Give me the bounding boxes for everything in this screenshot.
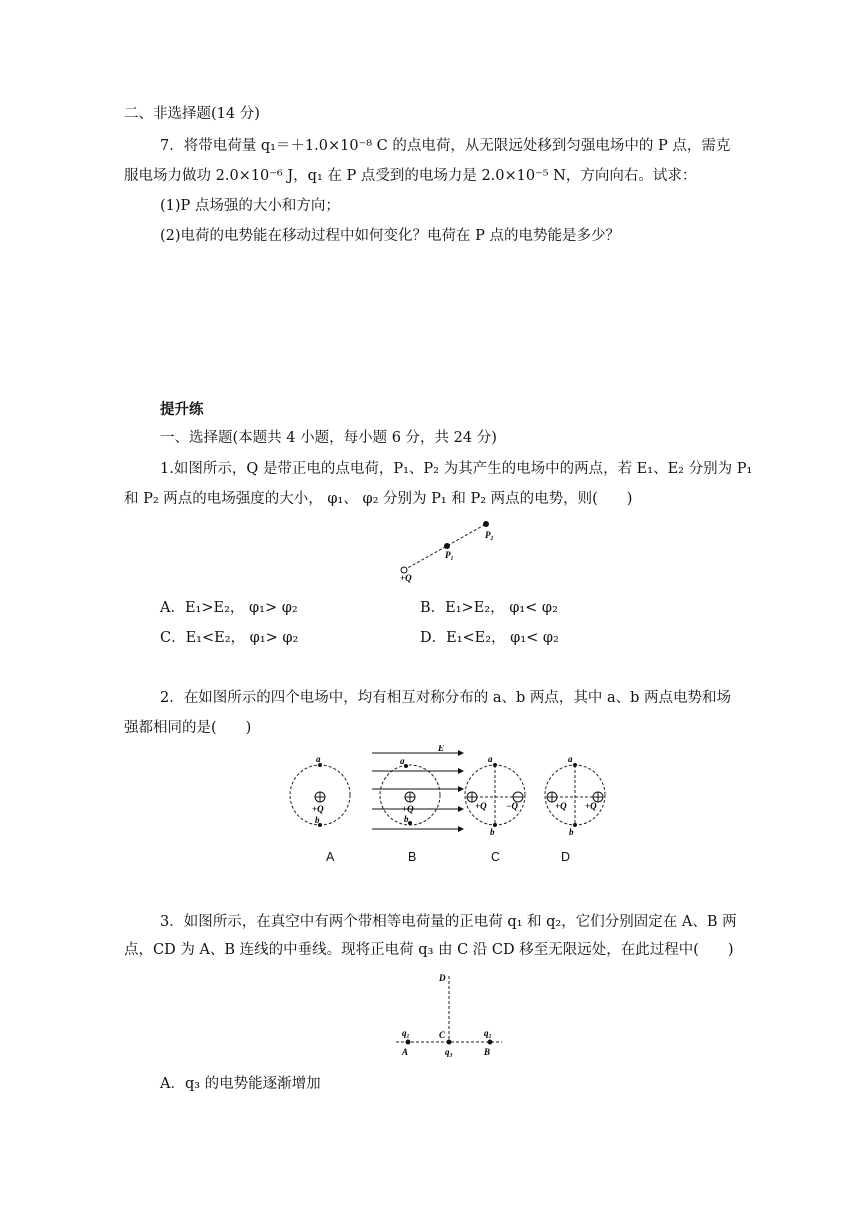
svg-text:+Q: +Q xyxy=(402,804,414,814)
svg-text:+Q: +Q xyxy=(585,801,597,811)
svg-text:−Q: −Q xyxy=(506,801,518,811)
svg-text:+Q: +Q xyxy=(475,801,487,811)
q3-line2: 点，CD 为 A、B 连线的中垂线。现将正电荷 q₃ 由 C 沿 CD 移至无限远处，在此过程中( ) xyxy=(124,942,734,958)
svg-text:A: A xyxy=(402,1047,409,1057)
q7-sub1: (1)P 点场强的大小和方向； xyxy=(160,198,340,214)
svg-text:+Q: +Q xyxy=(312,804,324,814)
p1-label: P₁ xyxy=(445,550,454,560)
p1-point xyxy=(444,543,450,549)
svg-text:C: C xyxy=(439,1030,446,1040)
q3-figure xyxy=(390,966,510,1058)
q7-line2: 服电场力做功 2.0×10⁻⁶ J，q₁ 在 P 点受到的电场力是 2.0×10⁻⁵ N，方向向右。试求： xyxy=(124,168,697,184)
svg-text:D: D xyxy=(439,973,446,983)
q2-caption-c: C xyxy=(491,850,501,864)
q2-diagram-b xyxy=(372,745,464,832)
q2-diagram-c xyxy=(465,754,525,837)
svg-text:E: E xyxy=(438,745,445,753)
svg-text:q₃: q₃ xyxy=(445,1047,453,1057)
section-title-nonchoice: 二、非选择题(14 分) xyxy=(124,106,260,122)
q2-point xyxy=(488,1040,493,1045)
q2-diagram-a xyxy=(290,754,350,827)
svg-text:a: a xyxy=(568,754,573,764)
q2-diagram-d xyxy=(545,754,605,837)
q7-sub2: (2)电荷的电势能在移动过程中如何变化？电荷在 P 点的电势能是多少？ xyxy=(160,228,621,244)
q1-option-a[interactable]: A．E₁>E₂， φ₁> φ₂ xyxy=(160,600,298,616)
q2-line1: 2．在如图所示的四个电场中，均有相互对称分布的 a、b 两点，其中 a、b 两点电势和场 xyxy=(160,690,732,706)
p2-point xyxy=(483,521,489,527)
q2-line2: 强都相同的是( ) xyxy=(124,720,252,736)
svg-text:a: a xyxy=(488,754,493,764)
svg-text:b: b xyxy=(315,815,320,825)
svg-text:q₂: q₂ xyxy=(484,1028,492,1038)
svg-text:b: b xyxy=(490,827,495,837)
svg-text:a: a xyxy=(316,754,321,764)
svg-text:b: b xyxy=(404,814,409,824)
q-label: +Q xyxy=(400,573,412,583)
q2-caption-b: B xyxy=(408,850,417,864)
c-point xyxy=(447,1040,452,1045)
svg-text:a: a xyxy=(400,756,405,766)
q1-point xyxy=(406,1040,411,1045)
q3-line1: 3．如图所示，在真空中有两个带相等电荷量的正电荷 q₁ 和 q₂，它们分别固定在 A、B 两 xyxy=(160,914,737,930)
svg-text:B: B xyxy=(484,1047,491,1057)
q2-figure xyxy=(280,745,620,837)
svg-text:q₁: q₁ xyxy=(402,1028,410,1038)
q2-caption-a: A xyxy=(326,850,335,864)
section-title-choice: 一、选择题(本题共 4 小题，每小题 6 分，共 24 分) xyxy=(160,430,497,446)
q1-figure xyxy=(390,515,510,585)
q1-line2: 和 P₂ 两点的电场强度的大小， φ₁、 φ₂ 分别为 P₁ 和 P₂ 两点的电势，则( ) xyxy=(124,491,633,507)
q1-option-b[interactable]: B．E₁>E₂， φ₁< φ₂ xyxy=(420,600,558,616)
q1-line1: 1.如图所示，Q 是带正电的点电荷，P₁、P₂ 为其产生的电场中的两点，若 E₁、E₂ 分别为 P₁ xyxy=(160,461,753,477)
p2-label: P₂ xyxy=(485,530,494,540)
q3-option-a[interactable]: A．q₃ 的电势能逐渐增加 xyxy=(160,1076,321,1092)
q1-option-d[interactable]: D．E₁<E₂， φ₁< φ₂ xyxy=(420,630,559,646)
practice-heading: 提升练 xyxy=(160,402,204,418)
q2-caption-d: D xyxy=(561,850,571,864)
q1-option-c[interactable]: C．E₁<E₂， φ₁> φ₂ xyxy=(160,630,299,646)
q7-line1: 7．将带电荷量 q₁＝＋1.0×10⁻⁸ C 的点电荷，从无限远处移到匀强电场中的 P 点，需克 xyxy=(160,138,731,154)
svg-text:+Q: +Q xyxy=(555,801,567,811)
svg-text:b: b xyxy=(569,827,574,837)
